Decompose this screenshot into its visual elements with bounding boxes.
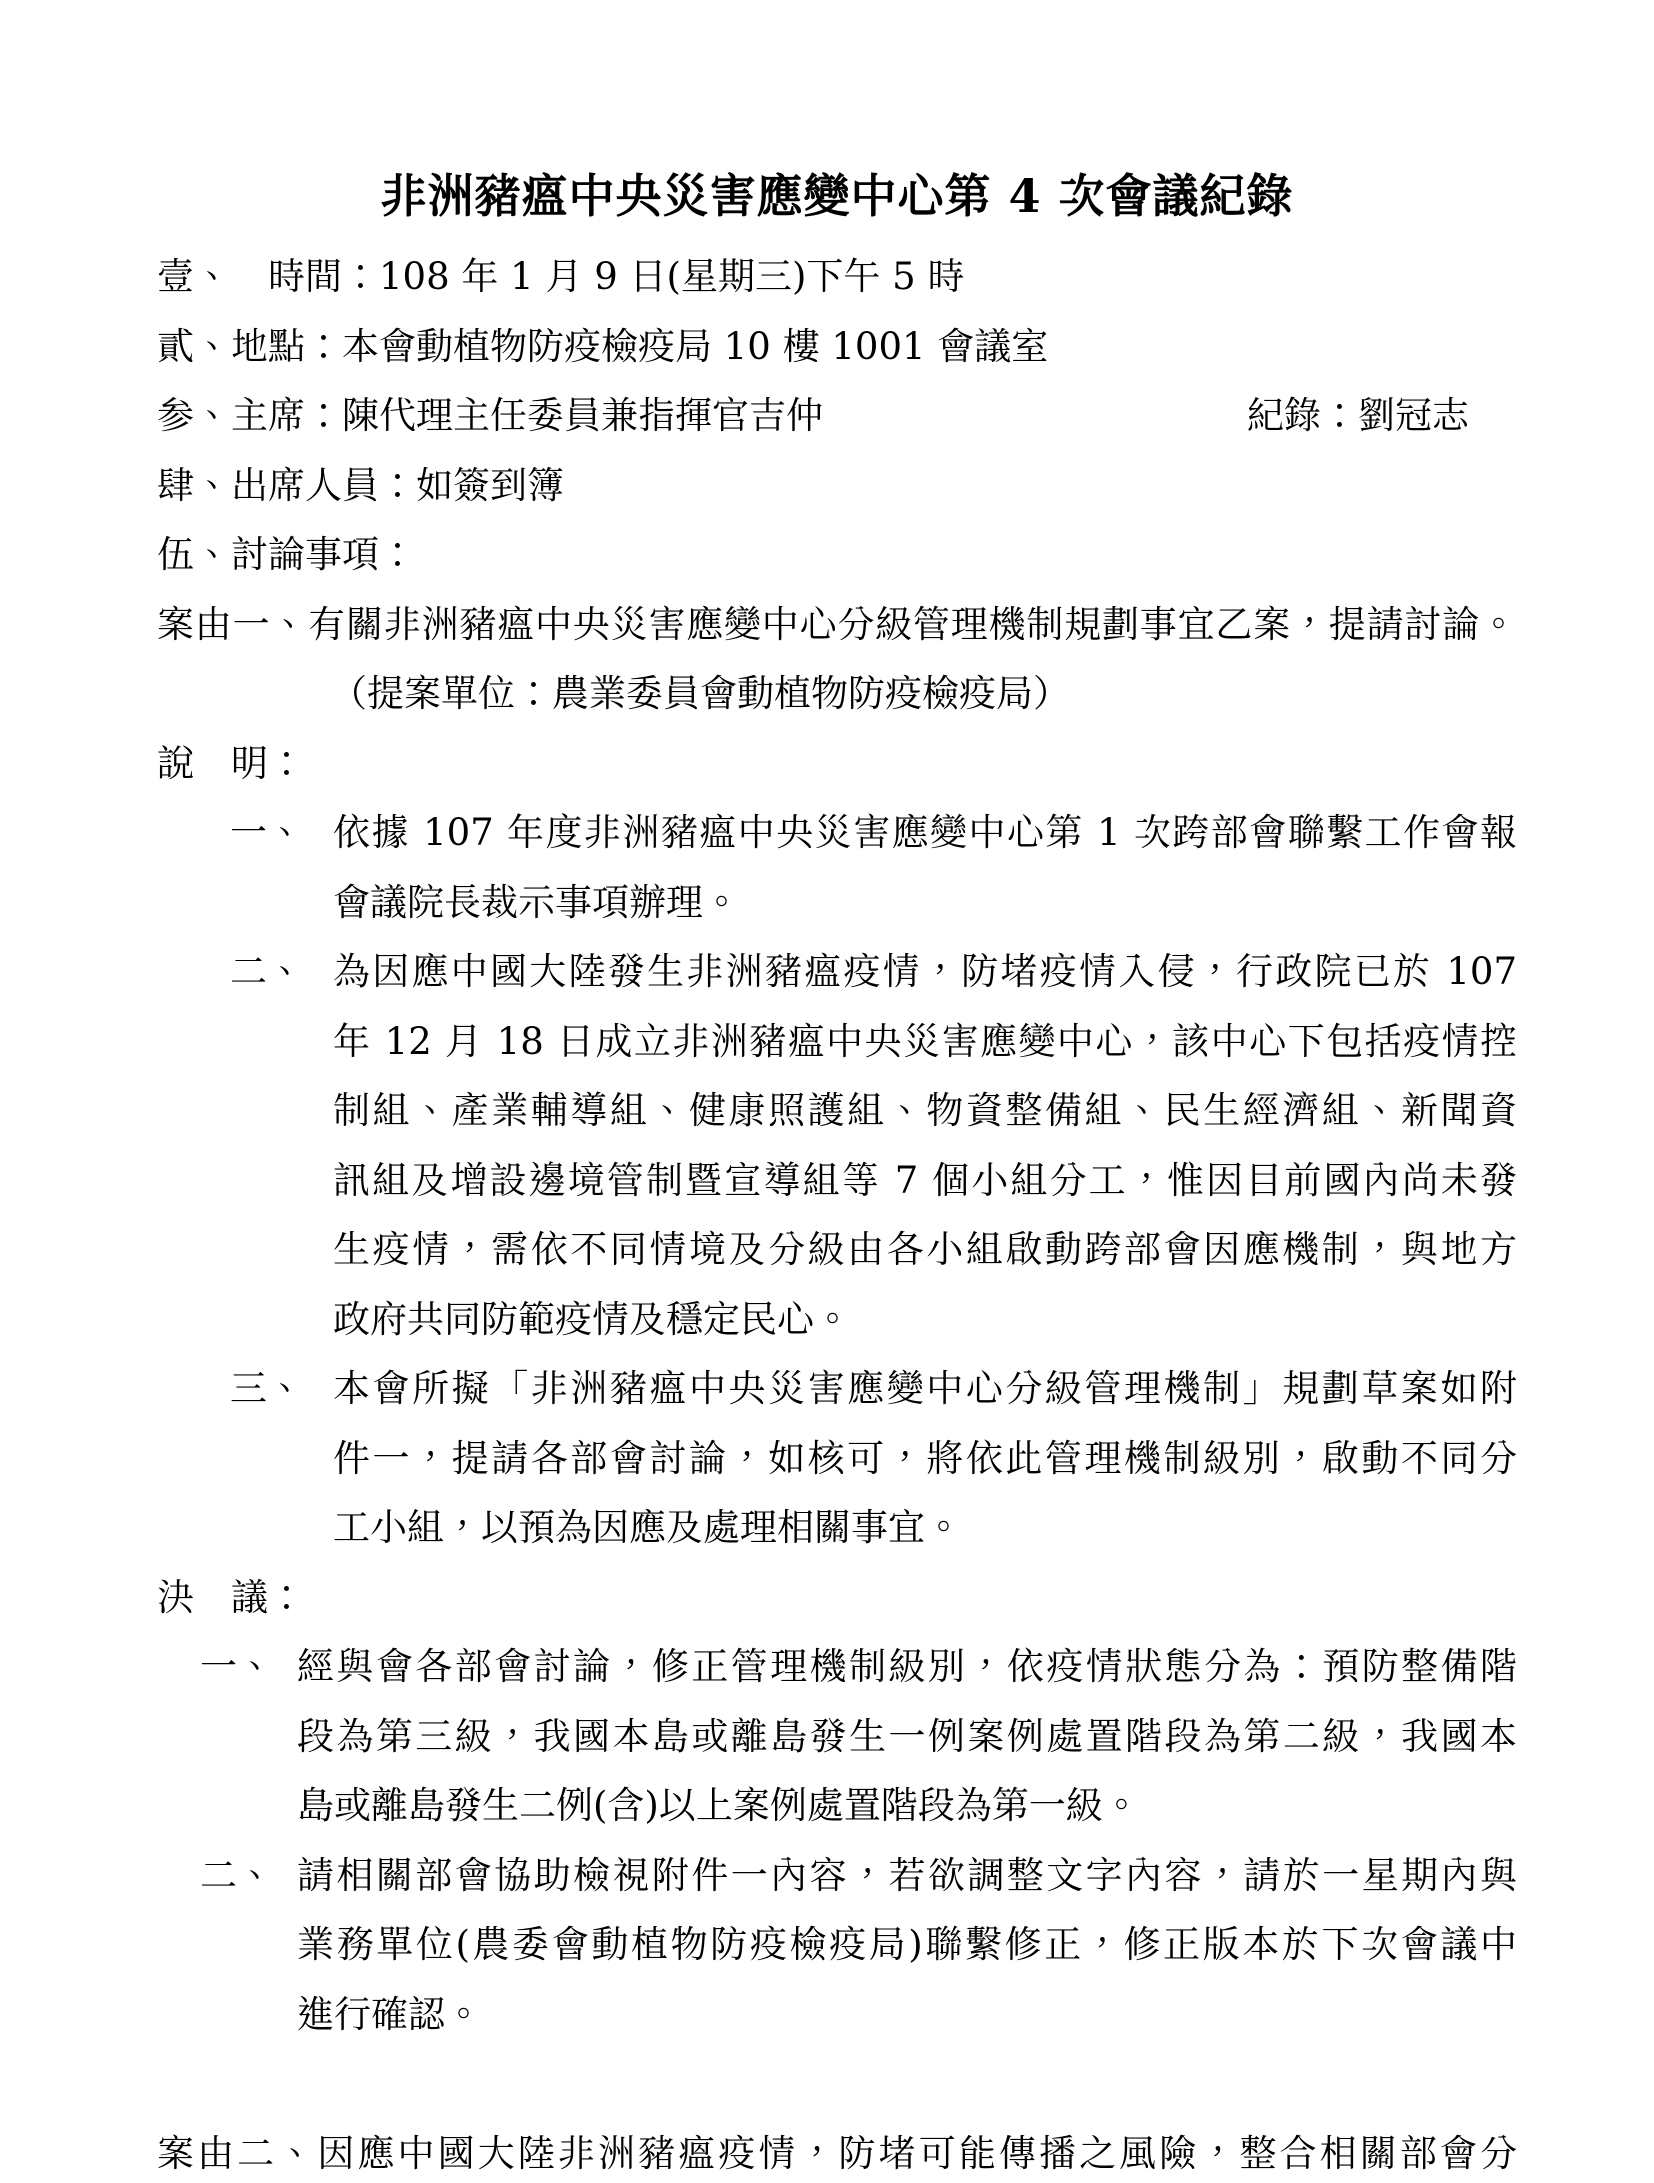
explanation-item-2-text: 為因應中國大陸發生非洲豬瘟疫情，防堵疫情入侵，行政院已於 107: [333, 950, 1517, 993]
blank-line: [157, 2049, 1517, 2119]
meta-chair-text: 参、主席：陳代理主任委員兼指揮官吉仲: [157, 394, 823, 437]
resolution-heading: 決 議：: [157, 1575, 305, 1619]
explanation-item-1-text: 依據 107 年度非洲豬瘟中央災害應變中心第 1 次跨部會聯繫工作會報: [333, 811, 1517, 854]
explanation-item-2-line-6: 政府共同防範疫情及穩定民心。: [333, 1297, 851, 1341]
resolution-item-2-line-1: [157, 1841, 1517, 1911]
document-title: 非洲豬瘟中央災害應變中心第 4 次會議紀錄: [380, 169, 1294, 223]
meta-recorder-text: 紀錄：劉冠志: [1247, 394, 1469, 437]
meta-time-line: 壹、 時間：108 年 1 月 9 日(星期三)下午 5 時: [157, 255, 965, 298]
resolution-item-1-text: 經與會各部會討論，修正管理機制級別，依疫情狀態分為：預防整備階: [297, 1645, 1517, 1688]
resolution-item-1-line-3: 島或離島發生二例(含)以上案例處置階段為第一級。: [297, 1784, 1140, 1827]
explanation-item-3-line-2: 件一，提請各部會討論，如核可，將依此管理機制級別，啟動不同分: [333, 1436, 1517, 1480]
explanation-item-3-number: 三、: [230, 1367, 304, 1410]
resolution-item-1-line-2: 段為第三級，我國本島或離島發生一例案例處置階段為第二級，我國本: [297, 1714, 1517, 1758]
explanation-item-3-text: 本會所擬「非洲豬瘟中央災害應變中心分級管理機制」規劃草案如附: [333, 1367, 1517, 1410]
meta-chair-line: [157, 381, 1517, 451]
case1-proposal-line: 案由一、有關非洲豬瘟中央災害應變中心分級管理機制規劃事宜乙案，提請討論。: [157, 602, 1517, 646]
case1-proposing-unit-line: （提案單位：農業委員會動植物防疫檢疫局）: [330, 672, 1070, 715]
explanation-item-2-line-2: 年 12 月 18 日成立非洲豬瘟中央災害應變中心，該中心下包括疫情控: [333, 1019, 1517, 1063]
explanation-item-1-line-2: 會議院長裁示事項辦理。: [333, 880, 740, 924]
meta-attendees-line: 肆、出席人員：如簽到簿: [157, 463, 564, 507]
explanation-heading: 說 明：: [157, 741, 305, 785]
resolution-item-1-number: 一、: [200, 1645, 274, 1688]
resolution-item-1-line-1: [157, 1632, 1517, 1702]
explanation-item-3-line-3: 工小組，以預為因應及處理相關事宜。: [333, 1506, 962, 1549]
meta-location-line: 貳、地點：本會動植物防疫檢疫局 10 樓 1001 會議室: [157, 324, 1049, 368]
explanation-item-2-line-4: 訊組及增設邊境管制暨宣導組等 7 個小組分工，惟因目前國內尚未發: [333, 1158, 1517, 1202]
explanation-item-3-line-1: [157, 1354, 1517, 1424]
resolution-item-2-line-3: 進行確認。: [297, 1992, 482, 2036]
explanation-item-2-number: 二、: [230, 950, 304, 993]
explanation-item-2-line-1: [157, 937, 1517, 1007]
document-body: [157, 150, 1517, 2183]
resolution-item-2-number: 二、: [200, 1853, 274, 1897]
explanation-item-1-number: 一、: [230, 811, 304, 854]
meta-agenda-line: 伍、討論事項：: [157, 533, 416, 576]
explanation-item-2-line-3: 制組、產業輔導組、健康照護組、物資整備組、民生經濟組、新聞資: [333, 1089, 1517, 1132]
resolution-item-2-text: 請相關部會協助檢視附件一內容，若欲調整文字內容，請於一星期內與: [297, 1853, 1517, 1897]
case2-proposal-line: 案由二、因應中國大陸非洲豬瘟疫情，防堵可能傳播之風險，整合相關部會分: [157, 2131, 1517, 2175]
resolution-item-2-line-2: 業務單位(農委會動植物防疫檢疫局)聯繫修正，修正版本於下次會議中: [297, 1923, 1517, 1966]
explanation-item-1-line-1: [157, 798, 1517, 868]
explanation-item-2-line-5: 生疫情，需依不同情境及分級由各小組啟動跨部會因應機制，與地方: [333, 1228, 1517, 1271]
